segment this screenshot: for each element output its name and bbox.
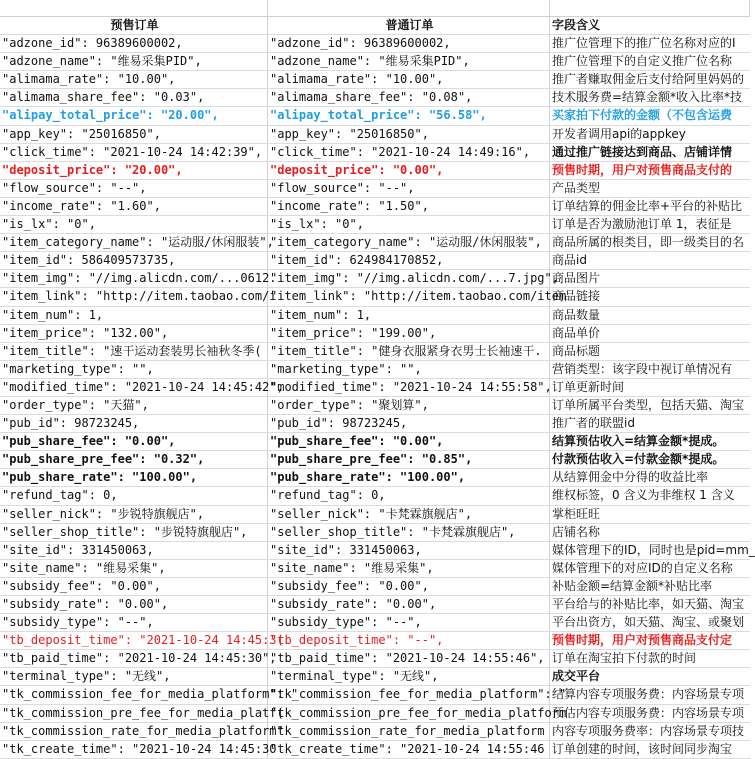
table-row bbox=[0, 288, 750, 306]
normal-cell[interactable]: "app_key": "25016850", bbox=[268, 126, 550, 143]
meaning-cell[interactable]: 订单创建的时间，该时间同步淘宝 bbox=[552, 741, 733, 756]
normal-cell[interactable]: "tk_commission_pre_fee_for_media_platform bbox=[268, 705, 550, 722]
normal-cell[interactable]: "is_lx": "0", bbox=[268, 216, 550, 233]
presale-cell[interactable]: "item_title": "速干运动套装男长袖秋冬季( bbox=[0, 343, 268, 360]
header-meaning[interactable]: 字段含义 bbox=[552, 18, 601, 32]
normal-cell[interactable]: "item_link": "http://item.taobao.com/item bbox=[268, 288, 550, 305]
meaning-cell[interactable]: 推广位管理下的自定义推广位名称 bbox=[552, 54, 733, 69]
presale-cell[interactable]: "site_name": "维易采集", bbox=[0, 560, 268, 577]
normal-cell[interactable]: "pub_share_fee": "0.00", bbox=[268, 433, 550, 450]
presale-cell[interactable]: "subsidy_type": "--", bbox=[0, 614, 268, 631]
normal-cell[interactable]: "alimama_share_fee": "0.08", bbox=[268, 89, 550, 106]
presale-cell[interactable]: "tk_commission_fee_for_media_platform": " bbox=[0, 686, 268, 703]
meaning-cell[interactable]: 开发者调用api的appkey bbox=[552, 126, 686, 141]
header-normal[interactable]: 普通订单 bbox=[268, 17, 550, 34]
meaning-cell[interactable]: 补贴金额=结算金额*补贴比率 bbox=[552, 578, 713, 593]
meaning-cell[interactable]: 平台出资方，如天猫、淘宝、或聚划 bbox=[552, 615, 745, 630]
presale-cell[interactable]: "alimama_share_fee": "0.03", bbox=[0, 89, 268, 106]
table-row bbox=[0, 162, 750, 180]
meaning-cell[interactable]: 商品id bbox=[552, 253, 587, 268]
table-row bbox=[0, 198, 750, 216]
presale-cell[interactable]: "pub_share_fee": "0.00", bbox=[0, 433, 268, 450]
table-row bbox=[0, 506, 750, 524]
presale-cell[interactable]: "seller_nick": "步锐特旗舰店", bbox=[0, 506, 268, 523]
normal-cell[interactable]: "alipay_total_price": "56.58", bbox=[268, 107, 550, 124]
table-row bbox=[0, 596, 750, 614]
normal-cell[interactable]: "tk_create_time": "2021-10-24 14:55:46 bbox=[268, 741, 550, 758]
normal-cell[interactable]: "subsidy_type": "--", bbox=[268, 614, 550, 631]
meaning-cell[interactable]: 预估内容专项服务费：内容场景专项 bbox=[552, 705, 745, 720]
presale-cell[interactable]: "tk_commission_rate_for_media_platform" bbox=[0, 723, 268, 740]
table-row bbox=[0, 397, 750, 415]
meaning-cell[interactable]: 预售时期，用户对预售商品支付定 bbox=[552, 633, 733, 648]
table-row bbox=[0, 524, 750, 542]
presale-cell[interactable]: "flow_source": "--", bbox=[0, 180, 268, 197]
presale-cell[interactable]: "tk_create_time": "2021-10-24 14:45:30 bbox=[0, 741, 268, 758]
meaning-cell[interactable]: 买家拍下付款的金额（不包含运费 bbox=[552, 108, 733, 123]
presale-cell[interactable]: "is_lx": "0", bbox=[0, 216, 268, 233]
normal-cell[interactable]: "modified_time": "2021-10-24 14:55:58", bbox=[268, 379, 550, 396]
table-row bbox=[0, 270, 750, 288]
normal-cell[interactable]: "order_type": "聚划算", bbox=[268, 397, 550, 414]
normal-cell[interactable]: "refund_tag": 0, bbox=[268, 487, 550, 504]
table-row bbox=[0, 252, 750, 270]
meaning-cell[interactable]: 结算内容专项服务费：内容场景专项 bbox=[552, 687, 745, 702]
meaning-cell[interactable]: 商品链接 bbox=[552, 289, 601, 304]
table-row bbox=[0, 415, 750, 433]
presale-cell[interactable]: "app_key": "25016850", bbox=[0, 126, 268, 143]
normal-cell[interactable]: "subsidy_fee": "0.00", bbox=[268, 578, 550, 595]
table-row bbox=[0, 71, 750, 89]
top-empty-row bbox=[0, 0, 750, 17]
meaning-cell[interactable]: 商品单价 bbox=[552, 325, 601, 340]
normal-cell[interactable]: "marketing_type": "", bbox=[268, 361, 550, 378]
presale-cell[interactable]: "item_price": "132.00", bbox=[0, 325, 268, 342]
presale-cell[interactable]: "item_category_name": "运动服/休闲服装", bbox=[0, 234, 268, 251]
presale-cell[interactable]: "refund_tag": 0, bbox=[0, 487, 268, 504]
table-row bbox=[0, 560, 750, 578]
meaning-cell[interactable]: 订单是否为激励池订单 1，表征是 bbox=[552, 217, 732, 232]
meaning-cell[interactable]: 商品所属的根类目，即一级类目的名 bbox=[552, 235, 745, 250]
normal-cell[interactable]: "item_title": "健身衣服紧身衣男士长袖速干. bbox=[268, 343, 550, 360]
meaning-cell[interactable]: 媒体管理下的对应ID的自定义名称 bbox=[552, 560, 733, 575]
presale-cell[interactable]: "pub_share_pre_fee": "0.32", bbox=[0, 451, 268, 468]
presale-cell[interactable]: "pub_share_rate": "100.00", bbox=[0, 469, 268, 486]
table-row bbox=[0, 487, 750, 505]
presale-cell[interactable]: "adzone_id": 96389600002, bbox=[0, 35, 268, 52]
normal-cell[interactable]: "item_img": "//img.alicdn.com/...7.jpg", bbox=[268, 270, 550, 287]
table-row bbox=[0, 107, 750, 125]
presale-cell[interactable]: "seller_shop_title": "步锐特旗舰店", bbox=[0, 524, 268, 541]
meaning-cell[interactable]: 推广者赚取佣金后支付给阿里妈妈的 bbox=[552, 72, 745, 87]
meaning-cell[interactable]: 推广者的联盟id bbox=[552, 416, 635, 431]
meaning-cell[interactable]: 结算预估收入=结算金额*提成。 bbox=[552, 434, 725, 449]
table-row bbox=[0, 723, 750, 741]
header-presale[interactable]: 预售订单 bbox=[0, 17, 268, 34]
normal-cell[interactable]: "flow_source": "--", bbox=[268, 180, 550, 197]
table-row bbox=[0, 433, 750, 451]
header-row bbox=[0, 17, 750, 35]
presale-cell[interactable]: "income_rate": "1.60", bbox=[0, 198, 268, 215]
normal-cell[interactable]: "site_id": 331450063, bbox=[268, 542, 550, 559]
presale-cell[interactable]: "pub_id": 98723245, bbox=[0, 415, 268, 432]
table-row bbox=[0, 325, 750, 343]
normal-cell[interactable]: "tb_paid_time": "2021-10-24 14:55:46", bbox=[268, 650, 550, 667]
table-row bbox=[0, 144, 750, 162]
normal-cell[interactable]: "tk_commission_fee_for_media_platform": " bbox=[268, 686, 550, 703]
normal-cell[interactable]: "adzone_id": 96389600002, bbox=[268, 35, 550, 52]
meaning-cell[interactable]: 商品图片 bbox=[552, 271, 601, 286]
normal-cell[interactable]: "item_num": 1, bbox=[268, 307, 550, 324]
top-cell-2[interactable] bbox=[268, 0, 550, 16]
presale-cell[interactable]: "order_type": "天猫", bbox=[0, 397, 268, 414]
meaning-cell[interactable]: 媒体管理下的ID，同时也是pid=mm_ bbox=[552, 542, 755, 557]
table-row bbox=[0, 686, 750, 704]
normal-cell[interactable]: "tk_commission_rate_for_media_platform bbox=[268, 723, 550, 740]
meaning-cell[interactable]: 订单结算的佣金比率+平台的补贴比 bbox=[552, 198, 743, 213]
table-row bbox=[0, 53, 750, 71]
normal-cell[interactable]: "seller_nick": "卡梵霖旗舰店", bbox=[268, 506, 550, 523]
normal-cell[interactable]: "deposit_price": "0.00", bbox=[268, 162, 550, 179]
table-row bbox=[0, 668, 750, 686]
normal-cell[interactable]: "pub_share_rate": "100.00", bbox=[268, 469, 550, 486]
table-row bbox=[0, 614, 750, 632]
table-row bbox=[0, 216, 750, 234]
meaning-cell[interactable]: 技术服务费=结算金额*收入比率*技 bbox=[552, 90, 743, 105]
meaning-cell[interactable]: 商品数量 bbox=[552, 307, 601, 322]
table-row bbox=[0, 343, 750, 361]
presale-cell[interactable]: "alimama_rate": "10.00", bbox=[0, 71, 268, 88]
meaning-cell[interactable]: 掌柜旺旺 bbox=[552, 506, 601, 521]
meaning-cell[interactable]: 订单在淘宝拍下付款的时间 bbox=[552, 651, 697, 666]
normal-cell[interactable]: "pub_id": 98723245, bbox=[268, 415, 550, 432]
presale-cell[interactable]: "tb_deposit_time": "2021-10-24 14:45:3( bbox=[0, 632, 268, 649]
table-row bbox=[0, 361, 750, 379]
meaning-cell[interactable]: 维权标签，0 含义为非维权 1 含义 bbox=[552, 488, 735, 503]
table-row bbox=[0, 379, 750, 397]
presale-cell[interactable]: "site_id": 331450063, bbox=[0, 542, 268, 559]
meaning-cell[interactable]: 商品标题 bbox=[552, 343, 601, 358]
normal-cell[interactable]: "terminal_type": "无线", bbox=[268, 668, 550, 685]
presale-cell[interactable]: "item_id": 586409573735, bbox=[0, 252, 268, 269]
meaning-cell[interactable]: 内容专项服务费率：内容场景专项技 bbox=[552, 723, 745, 738]
table-row bbox=[0, 451, 750, 469]
presale-cell[interactable]: "terminal_type": "无线", bbox=[0, 668, 268, 685]
table-row bbox=[0, 126, 750, 144]
table-row bbox=[0, 307, 750, 325]
meaning-cell[interactable]: 从结算佣金中分得的收益比率 bbox=[552, 470, 709, 485]
top-cell-3[interactable] bbox=[550, 0, 750, 16]
presale-cell[interactable]: "tb_paid_time": "2021-10-24 14:45:30", bbox=[0, 650, 268, 667]
presale-cell[interactable]: "click_time": "2021-10-24 14:42:39", bbox=[0, 144, 268, 161]
presale-cell[interactable]: "deposit_price": "20.00", bbox=[0, 162, 268, 179]
table-row bbox=[0, 650, 750, 668]
presale-cell[interactable]: "subsidy_rate": "0.00", bbox=[0, 596, 268, 613]
meaning-cell[interactable]: 产品类型 bbox=[552, 180, 601, 195]
table-row bbox=[0, 632, 750, 650]
meaning-cell[interactable]: 订单所属平台类型，包括天猫、淘宝 bbox=[552, 397, 745, 412]
table-row bbox=[0, 234, 750, 252]
presale-cell[interactable]: "item_img": "//img.alicdn.com/...0612. bbox=[0, 270, 268, 287]
meaning-cell[interactable]: 推广位管理下的推广位名称对应的I bbox=[552, 36, 736, 51]
table-row bbox=[0, 578, 750, 596]
meaning-cell[interactable]: 订单更新时间 bbox=[552, 379, 625, 394]
normal-cell[interactable]: "adzone_name": "维易采集PID", bbox=[268, 53, 550, 70]
presale-cell[interactable]: "item_link": "http://item.taobao.com/i bbox=[0, 288, 268, 305]
presale-cell[interactable]: "adzone_name": "维易采集PID", bbox=[0, 53, 268, 70]
meaning-cell[interactable]: 预售时期，用户对预售商品支付的 bbox=[552, 162, 733, 177]
table-row bbox=[0, 741, 750, 759]
meaning-cell[interactable]: 通过推广链接达到商品、店铺详情 bbox=[552, 144, 733, 159]
presale-cell[interactable]: "marketing_type": "", bbox=[0, 361, 268, 378]
normal-cell[interactable]: "click_time": "2021-10-24 14:49:16", bbox=[268, 144, 550, 161]
table-body bbox=[0, 35, 755, 759]
normal-cell[interactable]: "income_rate": "1.50", bbox=[268, 198, 550, 215]
meaning-cell[interactable]: 营销类型：该字段中视订单情况有 bbox=[552, 361, 733, 376]
table-row bbox=[0, 180, 750, 198]
normal-cell[interactable]: "alimama_rate": "10.00", bbox=[268, 71, 550, 88]
table-row bbox=[0, 705, 750, 723]
normal-cell[interactable]: "subsidy_rate": "0.00", bbox=[268, 596, 550, 613]
meaning-cell[interactable]: 店铺名称 bbox=[552, 524, 601, 539]
normal-cell[interactable]: "item_id": 624984170852, bbox=[268, 252, 550, 269]
meaning-cell[interactable]: 成交平台 bbox=[552, 669, 601, 684]
normal-cell[interactable]: "seller_shop_title": "卡梵霖旗舰店", bbox=[268, 524, 550, 541]
table-row bbox=[0, 35, 750, 53]
presale-cell[interactable]: "tk_commission_pre_fee_for_media_platf( bbox=[0, 705, 268, 722]
presale-cell[interactable]: "subsidy_fee": "0.00", bbox=[0, 578, 268, 595]
presale-cell[interactable]: "item_num": 1, bbox=[0, 307, 268, 324]
top-cell-1[interactable] bbox=[0, 0, 268, 16]
normal-cell[interactable]: "item_price": "199.00", bbox=[268, 325, 550, 342]
table-row bbox=[0, 542, 755, 560]
presale-cell[interactable]: "alipay_total_price": "20.00", bbox=[0, 107, 268, 124]
normal-cell[interactable]: "site_name": "维易采集", bbox=[268, 560, 550, 577]
normal-cell[interactable]: "tb_deposit_time": "--", bbox=[268, 632, 550, 649]
normal-cell[interactable]: "item_category_name": "运动服/休闲服装", bbox=[268, 234, 550, 251]
meaning-cell[interactable]: 平台给与的补贴比率，如天猫、淘宝 bbox=[552, 597, 745, 611]
table-row bbox=[0, 89, 750, 107]
table-row bbox=[0, 469, 750, 487]
meaning-cell[interactable]: 付款预估收入=付款金额*提成。 bbox=[552, 452, 725, 467]
presale-cell[interactable]: "modified_time": "2021-10-24 14:45:42", bbox=[0, 379, 268, 396]
normal-cell[interactable]: "pub_share_pre_fee": "0.85", bbox=[268, 451, 550, 468]
